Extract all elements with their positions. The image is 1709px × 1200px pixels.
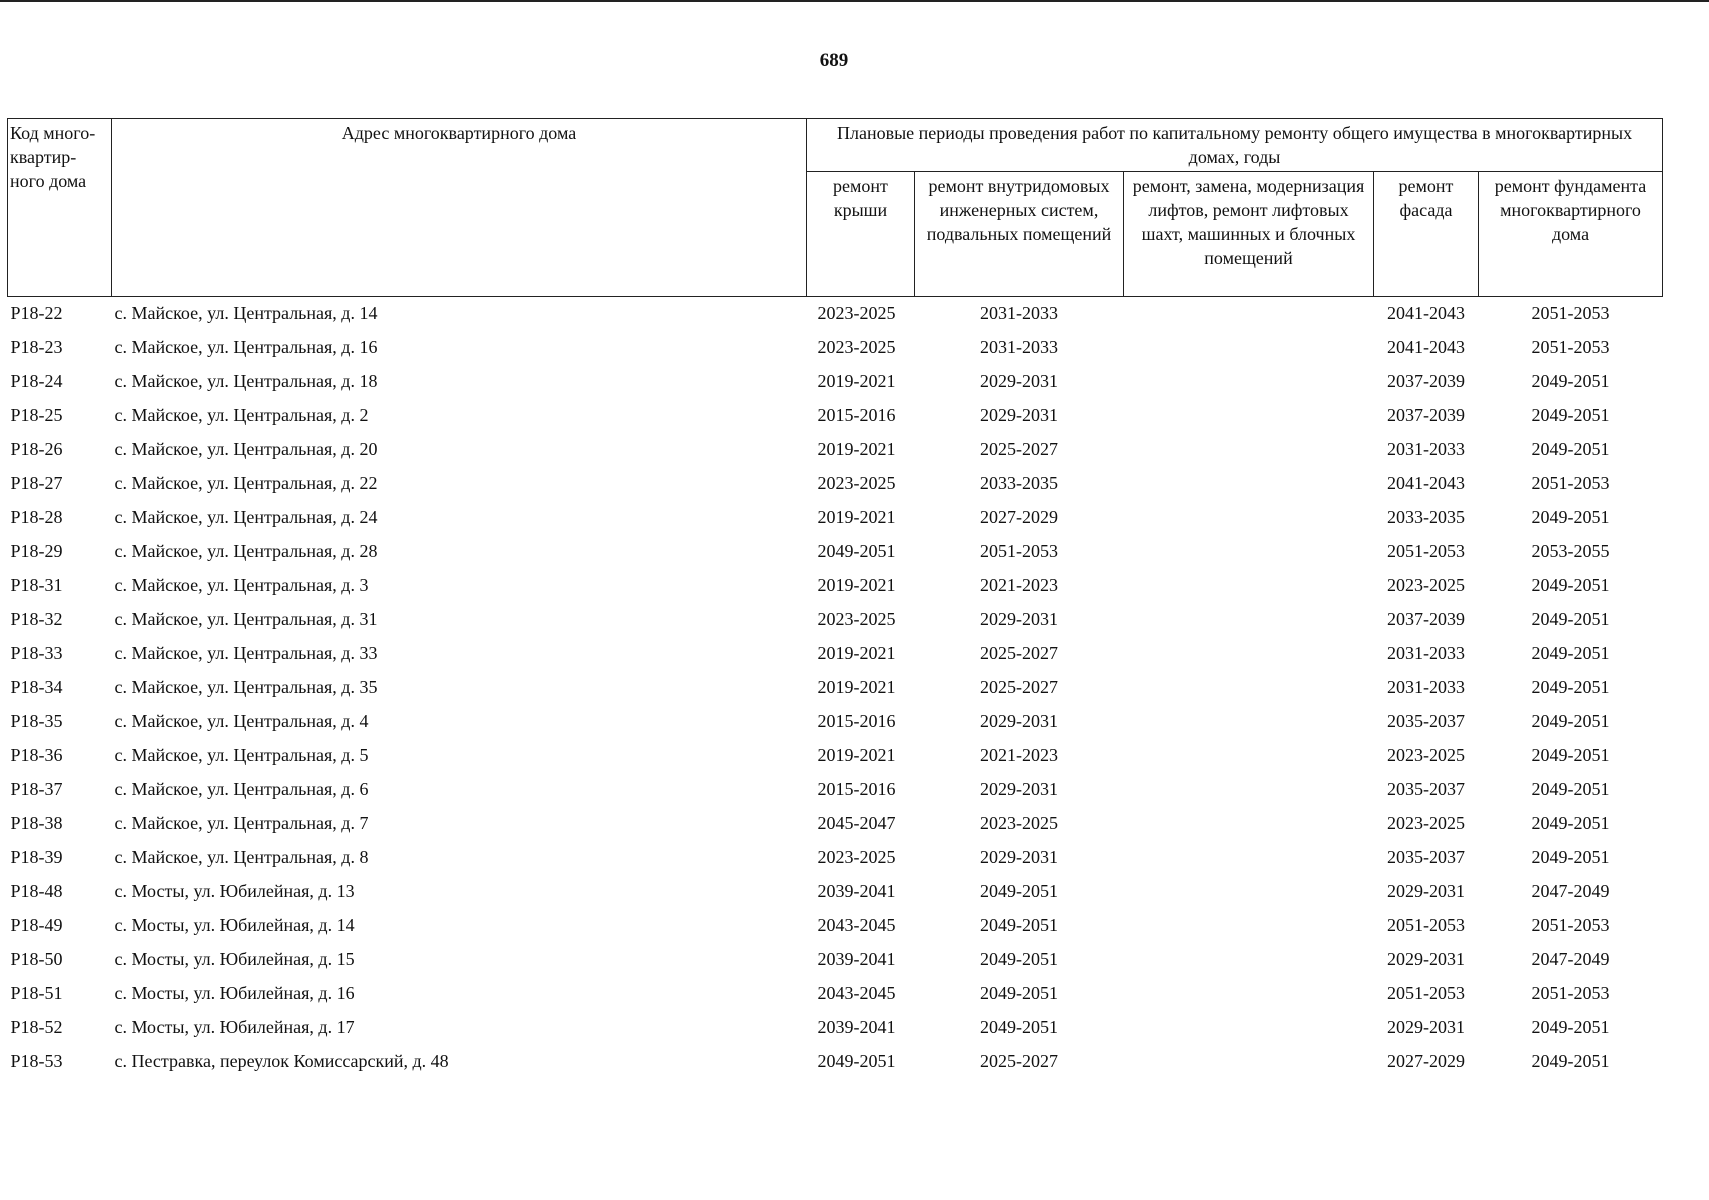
cell-code: Р18-53 [10,1051,63,1071]
cell-code: Р18-28 [10,507,63,527]
cell-engineering: 2031-2033 [980,337,1058,357]
cell-code: Р18-49 [10,915,63,935]
cell-facade: 2041-2043 [1387,303,1465,323]
table-row [8,945,1663,979]
table-row [8,297,1663,334]
table-row [8,673,1663,707]
cell-foundation: 2049-2051 [1531,745,1610,765]
cell-facade: 2031-2033 [1387,439,1465,459]
table-row [8,435,1663,469]
cell-engineering: 2029-2031 [980,371,1058,391]
cell-engineering: 2049-2051 [980,983,1058,1003]
table-row [8,333,1663,367]
cell-elevators [1124,571,1374,605]
table-row [8,1047,1663,1081]
cell-elevators [1124,741,1374,775]
cell-address: с. Майское, ул. Центральная, д. 14 [114,303,378,323]
cell-facade: 2023-2025 [1387,813,1465,833]
cell-elevators [1124,1013,1374,1047]
header-foundation: ремонт фундамента многоквартирного дома [1479,172,1663,297]
cell-roof: 2015-2016 [817,711,896,731]
cell-code: Р18-50 [10,949,63,969]
cell-engineering: 2051-2053 [980,541,1058,561]
table-row [8,707,1663,741]
cell-engineering: 2029-2031 [980,847,1058,867]
table-row [8,367,1663,401]
cell-foundation: 2049-2051 [1531,609,1610,629]
cell-foundation: 2049-2051 [1531,779,1610,799]
table-row [8,775,1663,809]
cell-address: с. Майское, ул. Центральная, д. 6 [114,779,369,799]
cell-roof: 2019-2021 [817,439,896,459]
table-row [8,401,1663,435]
cell-roof: 2019-2021 [817,507,896,527]
cell-facade: 2051-2053 [1387,915,1465,935]
table-row [8,979,1663,1013]
cell-engineering: 2029-2031 [980,609,1058,629]
cell-roof: 2015-2016 [817,779,896,799]
cell-code: Р18-24 [10,371,63,391]
cell-foundation: 2049-2051 [1531,575,1610,595]
cell-elevators [1124,945,1374,979]
cell-address: с. Майское, ул. Центральная, д. 3 [114,575,369,595]
cell-roof: 2023-2025 [817,847,896,867]
cell-engineering: 2029-2031 [980,711,1058,731]
cell-roof: 2019-2021 [817,745,896,765]
cell-facade: 2035-2037 [1387,847,1465,867]
cell-foundation: 2051-2053 [1531,983,1610,1003]
cell-elevators [1124,639,1374,673]
cell-foundation: 2049-2051 [1531,677,1610,697]
cell-engineering: 2025-2027 [980,1051,1058,1071]
cell-foundation: 2047-2049 [1531,881,1610,901]
cell-engineering: 2031-2033 [980,303,1058,323]
cell-address: с. Мосты, ул. Юбилейная, д. 15 [114,949,355,969]
cell-code: Р18-33 [10,643,63,663]
cell-code: Р18-23 [10,337,63,357]
cell-engineering: 2029-2031 [980,779,1058,799]
cell-elevators [1124,809,1374,843]
header-address: Адрес многоквартирного дома [112,119,807,297]
cell-foundation: 2051-2053 [1531,337,1610,357]
cell-facade: 2037-2039 [1387,405,1465,425]
cell-engineering: 2021-2023 [980,745,1058,765]
cell-roof: 2049-2051 [817,1051,896,1071]
cell-elevators [1124,367,1374,401]
table-row [8,503,1663,537]
cell-address: с. Майское, ул. Центральная, д. 33 [114,643,378,663]
cell-address: с. Майское, ул. Центральная, д. 2 [114,405,369,425]
cell-facade: 2027-2029 [1387,1051,1465,1071]
cell-foundation: 2049-2051 [1531,813,1610,833]
table-row [8,809,1663,843]
table-body [8,297,1663,1082]
header-facade: ремонт фасада [1374,172,1479,297]
cell-roof: 2023-2025 [817,337,896,357]
cell-address: с. Майское, ул. Центральная, д. 5 [114,745,369,765]
table-row [8,1013,1663,1047]
cell-engineering: 2027-2029 [980,507,1058,527]
cell-code: Р18-31 [10,575,63,595]
cell-code: Р18-38 [10,813,63,833]
cell-roof: 2049-2051 [817,541,896,561]
cell-code: Р18-51 [10,983,63,1003]
cell-engineering: 2049-2051 [980,949,1058,969]
cell-elevators [1124,877,1374,911]
cell-foundation: 2049-2051 [1531,405,1610,425]
cell-elevators [1124,707,1374,741]
cell-code: Р18-22 [10,303,63,323]
header-code: Код много-квартир-ного дома [8,119,112,297]
cell-roof: 2015-2016 [817,405,896,425]
cell-facade: 2041-2043 [1387,473,1465,493]
cell-roof: 2019-2021 [817,643,896,663]
cell-address: с. Майское, ул. Центральная, д. 28 [114,541,378,561]
table-row [8,741,1663,775]
cell-code: Р18-27 [10,473,63,493]
cell-roof: 2039-2041 [817,949,896,969]
cell-engineering: 2049-2051 [980,915,1058,935]
cell-foundation: 2049-2051 [1531,371,1610,391]
cell-elevators [1124,979,1374,1013]
cell-facade: 2029-2031 [1387,949,1465,969]
cell-elevators [1124,503,1374,537]
cell-elevators [1124,1047,1374,1081]
cell-code: Р18-32 [10,609,63,629]
cell-foundation: 2049-2051 [1531,1051,1610,1071]
cell-roof: 2019-2021 [817,575,896,595]
table-row [8,911,1663,945]
cell-code: Р18-26 [10,439,63,459]
cell-elevators [1124,537,1374,571]
cell-foundation: 2049-2051 [1531,711,1610,731]
cell-roof: 2039-2041 [817,1017,896,1037]
cell-facade: 2035-2037 [1387,779,1465,799]
cell-elevators [1124,911,1374,945]
cell-elevators [1124,401,1374,435]
cell-address: с. Майское, ул. Центральная, д. 8 [114,847,369,867]
cell-facade: 2051-2053 [1387,983,1465,1003]
cell-roof: 2039-2041 [817,881,896,901]
table-row [8,469,1663,503]
table-row [8,639,1663,673]
page-number: 689 [819,50,849,71]
table-row [8,877,1663,911]
cell-address: с. Майское, ул. Центральная, д. 31 [114,609,378,629]
cell-elevators [1124,333,1374,367]
cell-foundation: 2051-2053 [1531,303,1610,323]
cell-code: Р18-34 [10,677,63,697]
cell-engineering: 2025-2027 [980,643,1058,663]
cell-code: Р18-29 [10,541,63,561]
cell-address: с. Мосты, ул. Юбилейная, д. 16 [114,983,355,1003]
cell-address: с. Майское, ул. Центральная, д. 22 [114,473,378,493]
cell-facade: 2031-2033 [1387,643,1465,663]
cell-facade: 2023-2025 [1387,745,1465,765]
cell-foundation: 2051-2053 [1531,915,1610,935]
cell-code: Р18-36 [10,745,63,765]
table-row [8,571,1663,605]
cell-engineering: 2029-2031 [980,405,1058,425]
cell-engineering: 2025-2027 [980,677,1058,697]
cell-facade: 2029-2031 [1387,881,1465,901]
cell-address: с. Мосты, ул. Юбилейная, д. 14 [114,915,355,935]
cell-roof: 2019-2021 [817,677,896,697]
table-row [8,537,1663,571]
header-periods: Плановые периоды проведения работ по капитальному ремонту общего имущества в многоквартирных домах, годы [807,119,1663,172]
cell-address: с. Майское, ул. Центральная, д. 16 [114,337,378,357]
cell-elevators [1124,775,1374,809]
cell-facade: 2029-2031 [1387,1017,1465,1037]
cell-code: Р18-37 [10,779,63,799]
cell-engineering: 2023-2025 [980,813,1058,833]
cell-roof: 2019-2021 [817,371,896,391]
cell-facade: 2035-2037 [1387,711,1465,731]
cell-facade: 2037-2039 [1387,609,1465,629]
cell-engineering: 2021-2023 [980,575,1058,595]
cell-code: Р18-52 [10,1017,63,1037]
cell-facade: 2023-2025 [1387,575,1465,595]
cell-address: с. Мосты, ул. Юбилейная, д. 17 [114,1017,355,1037]
cell-roof: 2023-2025 [817,303,896,323]
cell-roof: 2023-2025 [817,609,896,629]
cell-foundation: 2049-2051 [1531,847,1610,867]
cell-foundation: 2049-2051 [1531,1017,1610,1037]
cell-address: с. Майское, ул. Центральная, д. 4 [114,711,369,731]
cell-code: Р18-35 [10,711,63,731]
cell-roof: 2023-2025 [817,473,896,493]
cell-foundation: 2047-2049 [1531,949,1610,969]
cell-foundation: 2049-2051 [1531,643,1610,663]
cell-elevators [1124,469,1374,503]
cell-roof: 2043-2045 [817,983,896,1003]
cell-address: с. Майское, ул. Центральная, д. 35 [114,677,378,697]
cell-elevators [1124,673,1374,707]
table-row [8,843,1663,877]
cell-elevators [1124,843,1374,877]
cell-facade: 2051-2053 [1387,541,1465,561]
cell-roof: 2043-2045 [817,915,896,935]
cell-facade: 2033-2035 [1387,507,1465,527]
table-row [8,605,1663,639]
cell-elevators [1124,605,1374,639]
cell-engineering: 2049-2051 [980,1017,1058,1037]
cell-address: с. Мосты, ул. Юбилейная, д. 13 [114,881,355,901]
cell-foundation: 2049-2051 [1531,507,1610,527]
cell-address: с. Майское, ул. Центральная, д. 20 [114,439,378,459]
cell-code: Р18-39 [10,847,63,867]
header-engineering: ремонт внутридомовых инженерных систем, подвальных помещений [915,172,1124,297]
capital-repair-table [7,118,1663,1081]
cell-engineering: 2033-2035 [980,473,1058,493]
header-roof: ремонт крыши [807,172,915,297]
cell-address: с. Пестравка, переулок Комиссарский, д. 48 [114,1051,449,1071]
header-elevators: ремонт, замена, модернизация лифтов, ремонт лифтовых шахт, машинных и блочных помещений [1124,172,1374,297]
cell-engineering: 2025-2027 [980,439,1058,459]
cell-elevators [1124,297,1374,334]
cell-address: с. Майское, ул. Центральная, д. 18 [114,371,378,391]
cell-facade: 2031-2033 [1387,677,1465,697]
cell-facade: 2037-2039 [1387,371,1465,391]
cell-engineering: 2049-2051 [980,881,1058,901]
cell-elevators [1124,435,1374,469]
cell-roof: 2045-2047 [817,813,896,833]
cell-facade: 2041-2043 [1387,337,1465,357]
cell-foundation: 2053-2055 [1531,541,1610,561]
cell-address: с. Майское, ул. Центральная, д. 7 [114,813,369,833]
top-border-line [0,0,1709,2]
cell-foundation: 2051-2053 [1531,473,1610,493]
cell-code: Р18-25 [10,405,63,425]
cell-foundation: 2049-2051 [1531,439,1610,459]
cell-code: Р18-48 [10,881,63,901]
cell-address: с. Майское, ул. Центральная, д. 24 [114,507,378,527]
